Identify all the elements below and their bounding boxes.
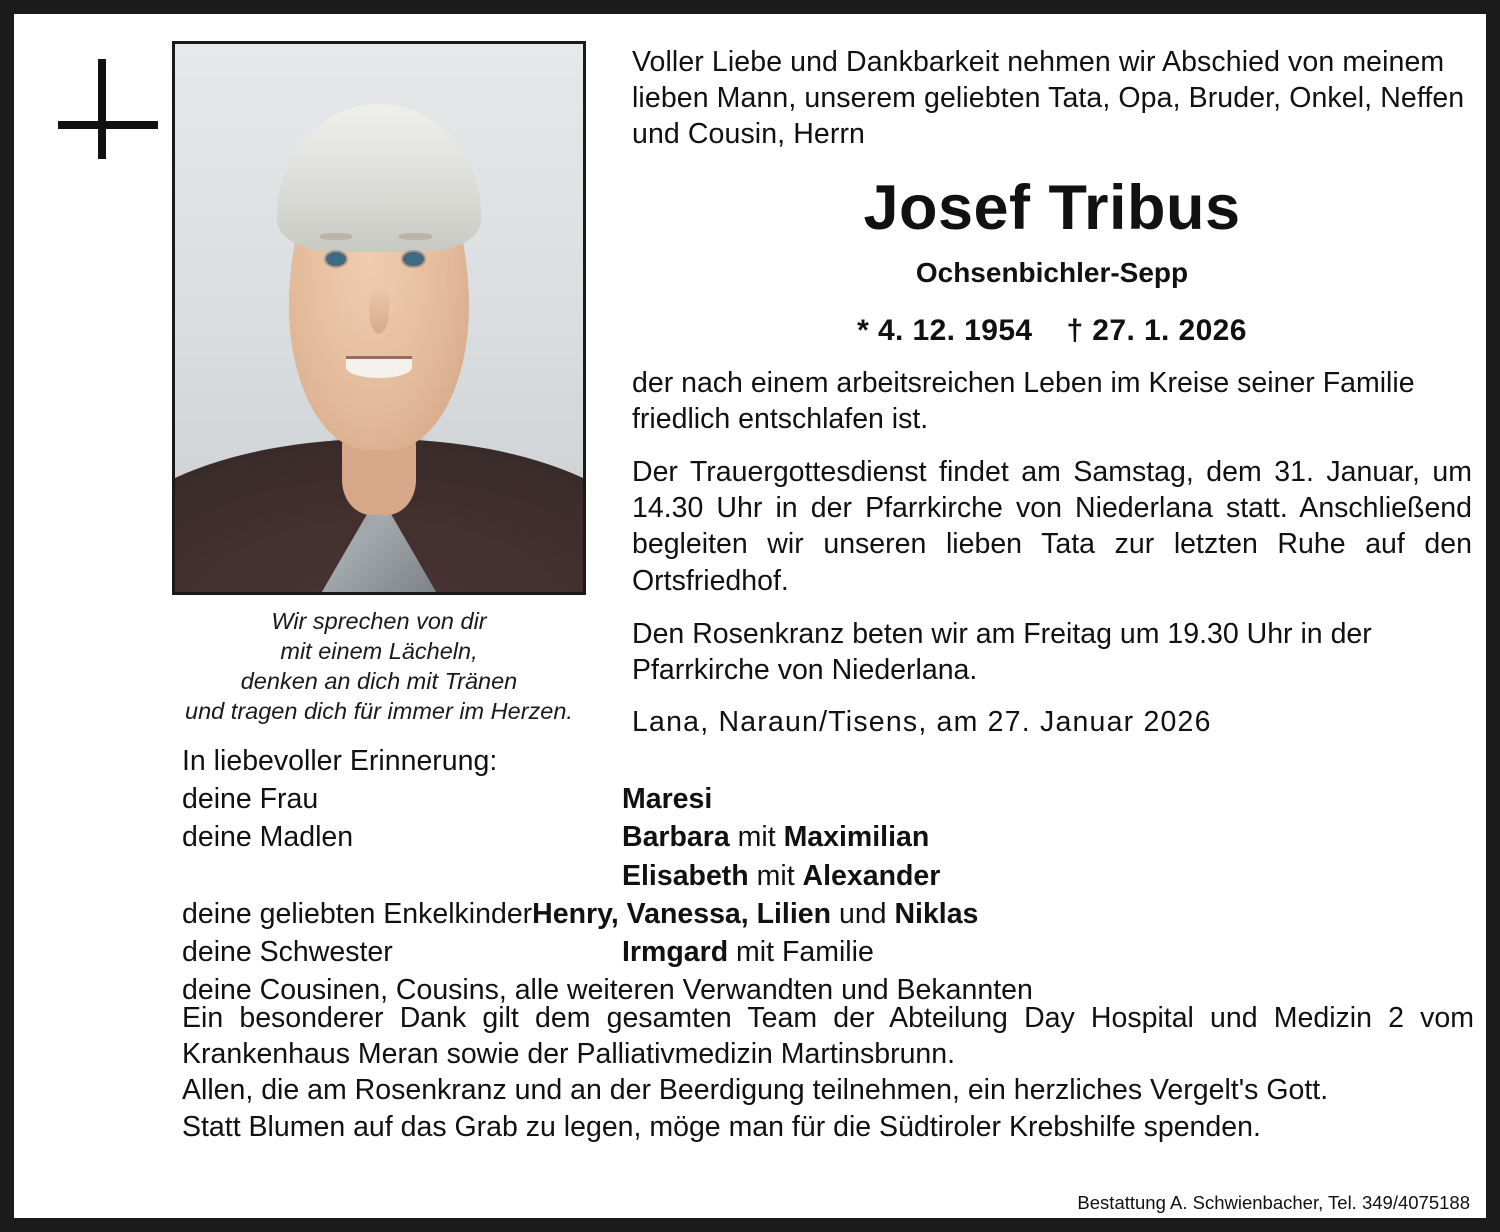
family-row (182, 780, 1472, 818)
obituary-main-text (632, 44, 1472, 739)
intro-text: Voller Liebe und Dankbarkeit nehmen wir Abschied von meinem lieben Mann, unserem geliebten Tata, Opa, Bruder, Onkel, Neffen und Cousin, Herrn (632, 46, 1465, 151)
family-name-partner: Niklas (894, 897, 979, 930)
family-connector: und (831, 897, 895, 930)
poem-line-1: Wir sprechen von dir (271, 608, 487, 634)
family-name: Elisabeth (622, 859, 749, 892)
family-label: deine Frau (182, 783, 319, 816)
family-heading: In liebevoller Erinnerung: (182, 745, 498, 777)
memorial-poem (164, 606, 594, 726)
family-row (182, 895, 1472, 933)
birth-date: * 4. 12. 1954 (857, 313, 1033, 347)
rosary-text: Den Rosenkranz beten wir am Freitag um 19.30 Uhr in der Pfarrkirche von Niederlana. (632, 617, 1372, 687)
family-label: deine Schwester (182, 935, 393, 968)
funeral-service-text: Der Trauergottesdienst findet am Samstag, dem 31. Januar, um 14.30 Uhr in der Pfarrkirche von Niederlana statt. Anschließend begleiten wir unseren lieben Tata zur letzten Ruhe auf den Ortsfriedhof. (632, 456, 1472, 597)
family-label: deine Cousinen, Cousins, alle weiteren Verwandten und Bekannten (182, 974, 1033, 1007)
death-date: † 27. 1. 2026 (1066, 313, 1247, 347)
family-row (182, 818, 1472, 856)
flowers-text: Statt Blumen auf das Grab zu legen, möge man für die Südtiroler Krebshilfe spenden. (182, 1110, 1261, 1143)
cross-icon (58, 59, 158, 159)
family-connector: mit (729, 821, 784, 854)
photo-eyebrow-left (320, 233, 353, 240)
thanks-text-2: Allen, die am Rosenkranz und an der Beerdigung teilnehmen, ein herzliches Vergelt's Gott. (182, 1074, 1329, 1107)
family-label: deine Madlen (182, 821, 354, 854)
photo-hair (277, 104, 481, 252)
family-name: Irmgard (622, 935, 729, 968)
family-name: Henry, Vanessa, Lilien (532, 897, 832, 930)
cross-horizontal-bar (58, 121, 158, 129)
portrait-photo (175, 44, 583, 592)
family-name: Maresi (622, 783, 713, 816)
poem-line-4: und tragen dich für immer im Herzen. (185, 698, 573, 725)
after-dates-text: der nach einem arbeitsreichen Leben im Kreise seiner Familie friedlich entschlafen ist. (632, 366, 1415, 435)
deceased-name: Josef Tribus (863, 172, 1241, 243)
family-label: deine geliebten Enkelkinder (182, 897, 533, 930)
photo-mouth (346, 356, 411, 378)
thanks-section (182, 1000, 1474, 1145)
funeral-home-credit: Bestattung A. Schwienbacher, Tel. 349/4075188 (1077, 1192, 1470, 1213)
family-name-partner: Maximilian (783, 821, 930, 854)
poem-line-3: denken an dich mit Tränen (240, 668, 518, 695)
cross-vertical-bar (98, 59, 106, 159)
photo-eyebrow-right (399, 233, 432, 240)
family-list (182, 742, 1472, 1009)
thanks-text: Ein besonderer Dank gilt dem gesamten Team der Abteilung Day Hospital und Medizin 2 vom Krankenhaus Meran sowie der Palliativmedizin Martinsbrunn. (182, 1002, 1474, 1071)
family-connector: mit (748, 859, 803, 892)
place-and-date: Lana, Naraun/Tisens, am 27. Januar 2026 (632, 706, 1212, 739)
deceased-nickname: Ochsenbichler-Sepp (915, 256, 1189, 288)
family-name-partner: Alexander (802, 859, 941, 892)
life-dates (632, 314, 1472, 348)
poem-line-2: mit einem Lächeln, (280, 638, 478, 665)
family-row (182, 933, 1472, 971)
portrait-photo-frame (172, 41, 586, 595)
family-row (182, 857, 1472, 895)
family-name: Barbara (622, 821, 730, 854)
family-connector: mit Familie (728, 935, 874, 968)
obituary-card (14, 14, 1486, 1218)
